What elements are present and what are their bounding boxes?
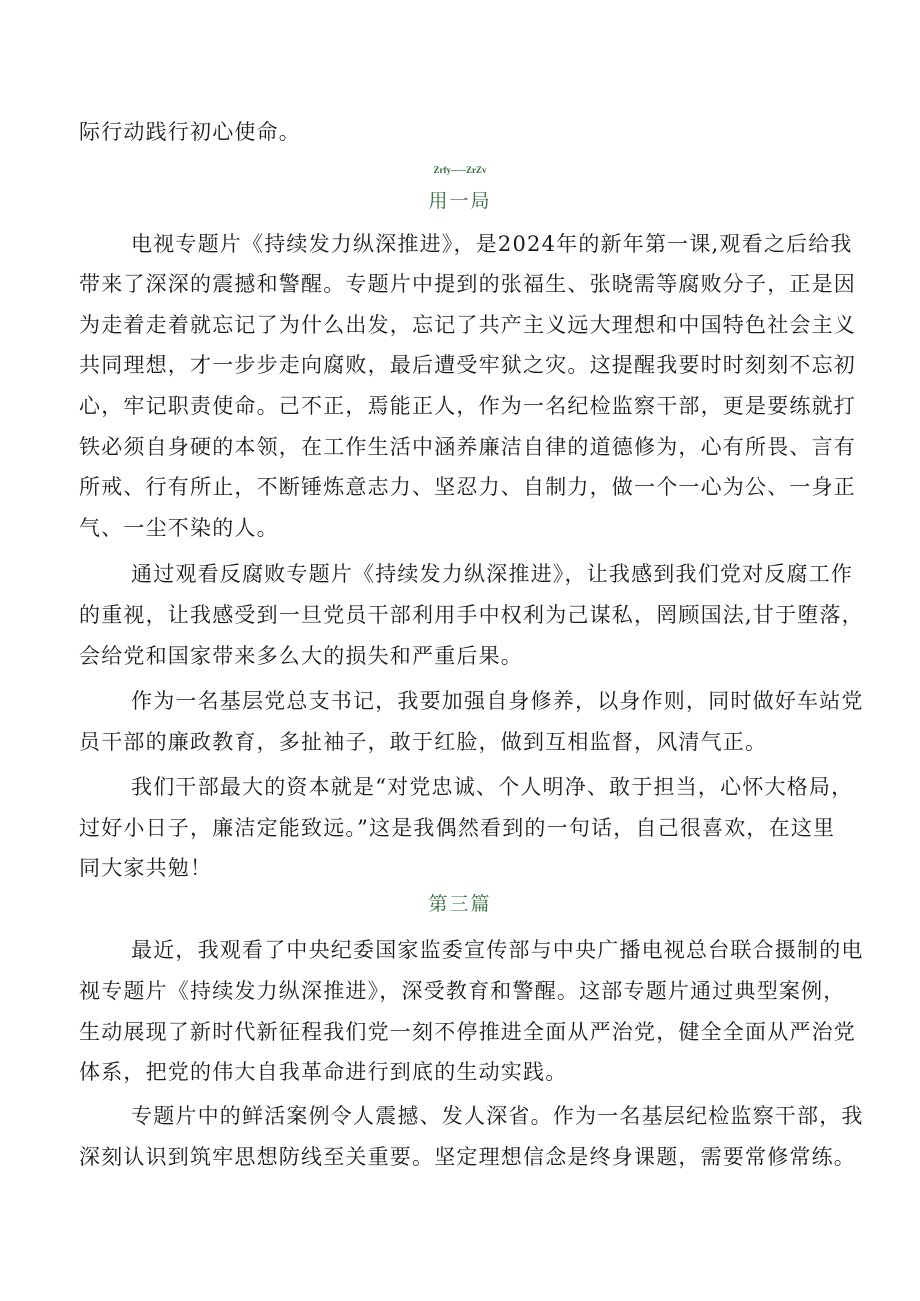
text-line: 过好小日子，廉洁定能致远。”这是我偶然看到的一句话，自己很喜欢，在这里	[79, 816, 836, 840]
text-line: 同大家共勉！	[79, 856, 213, 880]
text-line: 通过观看反腐败专题片《持续发力纵深推进》，让我感到我们党对反腐工作	[131, 562, 854, 586]
text-line: 带来了深深的震撼和警醒。专题片中提到的张福生、张晓需等腐败分子，正是因	[79, 272, 856, 296]
text-line: 为走着走着就忘记了为什么出发，忘记了共产主义远大理想和中国特色社会主义	[79, 313, 856, 337]
text-line: 专题片中的鲜活案例令人震撼、发人深省。作为一名基层纪检监察干部，我	[131, 1104, 864, 1128]
text-line: 所戒、行有所止，不断锤炼意志力、坚忍力、自制力，做一个一心为公、一身正	[79, 475, 856, 499]
text-line: 我们干部最大的资本就是“对党忠诚、个人明净、敢于担当，心怀大格局，	[131, 775, 854, 799]
text-line: 员干部的廉政教育，多扯袖子，敢于红脸，做到互相监督，风清气正。	[79, 730, 768, 754]
section-heading: 用一局	[428, 190, 492, 212]
text-line: 共同理想，才一步步走向腐败，最后遭受牢狱之灾。这提醒我要时时刻刻不忘初	[79, 353, 856, 377]
text-line: 气、一尘不染的人。	[79, 516, 279, 540]
text-line: 体系，把党的伟大自我革命进行到底的生动实践。	[79, 1060, 568, 1084]
text-line: 视专题片《持续发力纵深推进》，深受教育和警醒。这部专题片通过典型案例，	[79, 979, 846, 1003]
text-line: 铁必须自身硬的本领，在工作生活中涵养廉洁自律的道德修为，心有所畏、言有	[79, 435, 856, 459]
text-line: 深刻认识到筑牢思想防线至关重要。坚定理想信念是终身课题，需要常修常练。	[79, 1145, 856, 1169]
section-marker: Zrfy-----ZrZv	[433, 165, 487, 175]
text-line: 生动展现了新时代新征程我们党一刻不停推进全面从严治党，健全全面从严治党	[79, 1020, 856, 1044]
text-line: 最近，我观看了中央纪委国家监委宣传部与中央广播电视总台联合摄制的电	[131, 938, 864, 962]
text-line: 作为一名基层党总支书记，我要加强自身修养，以身作则，同时做好车站党	[131, 689, 864, 713]
text-line: 会给党和国家带来多么大的损失和严重后果。	[79, 644, 523, 668]
text-line: 际行动践行初心使命。	[79, 120, 301, 144]
text-line: 心，牢记职责使命。己不正，焉能正人，作为一名纪检监察干部，更是要练就打	[79, 394, 856, 418]
text-line: 的重视，让我感受到一旦党员干部利用手中权利为己谋私，罔顾国法,甘于堕落，	[79, 603, 864, 627]
section-heading: 第三篇	[428, 893, 492, 915]
text-line: 电视专题片《持续发力纵深推进》，是2024年的新年第一课,观看之后给我	[131, 232, 853, 256]
